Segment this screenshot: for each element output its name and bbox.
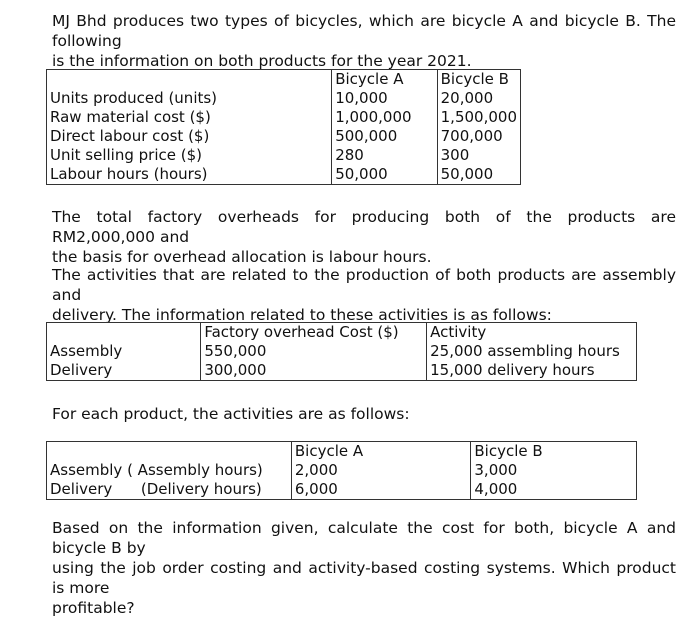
column-header: Bicycle B xyxy=(440,70,509,88)
cell-value: 3,000 xyxy=(474,461,518,479)
row-label: Delivery (Delivery hours) xyxy=(50,480,262,498)
overhead-paragraph xyxy=(52,207,676,267)
column-header: Bicycle A xyxy=(294,442,364,460)
cell-value: 280 xyxy=(335,146,364,164)
intro-paragraph xyxy=(52,11,676,71)
cell-value: 2,000 xyxy=(294,461,338,479)
product-info-table xyxy=(46,69,521,185)
cell-value: 25,000 assembling hours xyxy=(430,342,620,360)
intro-line-1: MJ Bhd produces two types of bicycles, which are bicycle A and bicycle B. The following xyxy=(52,12,676,50)
activity-column xyxy=(427,323,637,381)
overhead-line-2: the basis for overhead allocation is labour hours. xyxy=(52,248,432,266)
question-line-2: using the job order costing and activity-based costing systems. Which product is more xyxy=(52,559,676,597)
column-header: Activity xyxy=(430,323,487,341)
per-product-paragraph xyxy=(52,404,676,424)
cell-value: 700,000 xyxy=(440,127,503,145)
bicycle-b-column xyxy=(437,70,520,185)
activities-line-2: delivery. The information related to these activities is as follows: xyxy=(52,306,552,324)
row-label: Labour hours (hours) xyxy=(50,165,208,183)
column-header: Bicycle B xyxy=(474,442,543,460)
row-label: Units produced (units) xyxy=(50,89,218,107)
question-line-3: profitable? xyxy=(52,599,135,617)
cell-value: 550,000 xyxy=(204,342,267,360)
cell-value: 300,000 xyxy=(204,361,267,379)
row-label: Assembly xyxy=(50,342,123,360)
activity-overhead-table xyxy=(46,322,637,381)
row-label: Raw material cost ($) xyxy=(50,108,211,126)
cell-value: 500,000 xyxy=(335,127,398,145)
activity-label-column xyxy=(47,323,201,381)
question-paragraph xyxy=(52,518,676,618)
cell-value: 300 xyxy=(440,146,470,164)
cell-value: 1,000,000 xyxy=(335,108,412,126)
cell-value: 50,000 xyxy=(335,165,388,183)
bicycle-b-column xyxy=(471,442,637,500)
row-label: Assembly ( Assembly hours) xyxy=(50,461,263,479)
overhead-line-1: The total factory overheads for producing both of the products are RM2,000,000 and xyxy=(52,208,676,246)
per-product-line: For each product, the activities are as follows: xyxy=(52,405,410,423)
column-header: Bicycle A xyxy=(335,70,404,88)
row-label: Unit selling price ($) xyxy=(50,146,202,164)
activities-line-1: The activities that are related to the production of both products are assembly and xyxy=(52,266,676,304)
cell-value: 6,000 xyxy=(294,480,338,498)
product-info-label-column xyxy=(47,70,332,185)
overhead-cost-column xyxy=(201,323,427,381)
activities-paragraph xyxy=(52,265,676,325)
cell-value: 20,000 xyxy=(440,89,494,107)
bicycle-a-column xyxy=(332,70,437,185)
cell-value: 1,500,000 xyxy=(440,108,517,126)
row-label: Direct labour cost ($) xyxy=(50,127,210,145)
question-line-1: Based on the information given, calculate the cost for both, bicycle A and bicycle B by xyxy=(52,519,676,557)
cell-value: 15,000 delivery hours xyxy=(430,361,595,379)
product-activity-table xyxy=(46,441,637,500)
column-header: Factory overhead Cost ($) xyxy=(204,323,399,341)
cell-value: 4,000 xyxy=(474,480,518,498)
product-activity-label-column xyxy=(47,442,292,500)
row-label: Delivery xyxy=(50,361,113,379)
intro-line-2: is the information on both products for the year 2021. xyxy=(52,52,472,70)
cell-value: 10,000 xyxy=(335,89,388,107)
bicycle-a-column xyxy=(291,442,471,500)
cell-value: 50,000 xyxy=(440,165,494,183)
